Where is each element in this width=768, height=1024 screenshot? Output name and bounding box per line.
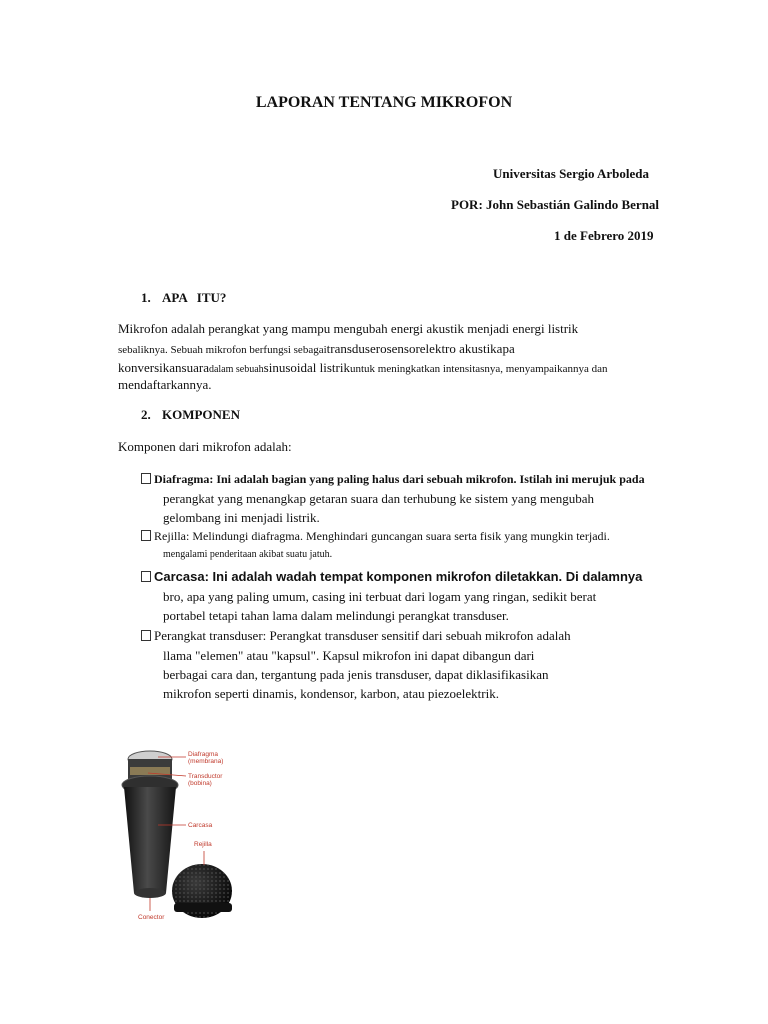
list-item-cont: llama "elemen" atau "kapsul". Kapsul mikrofon ini dapat dibangun dari (163, 648, 535, 663)
label-bobina: (bobina) (188, 780, 212, 787)
section2-intro: Komponen dari mikrofon adalah: (118, 439, 292, 454)
label-conector: Conector (138, 914, 165, 921)
label-diafragma: Diafragma (188, 751, 218, 758)
section1-number: 1. (141, 290, 151, 305)
author-line: POR: John Sebastián Galindo Bernal (451, 197, 660, 212)
university-line: Universitas Sergio Arboleda (493, 166, 649, 181)
list-item-lead: Perangkat transduser: Perangkat transduser sensitif dari sebuah mikrofon adalah (154, 628, 571, 643)
microphone-diagram (118, 743, 258, 923)
list-item-cont: berbagai cara dan, tergantung pada jenis transduser, dapat diklasifikasikan (163, 667, 549, 682)
section2-number: 2. (141, 407, 151, 422)
list-item-transduser (141, 628, 571, 644)
list-item-cont: bro, apa yang paling umum, casing ini terbuat dari logam yang ringan, sedikit berat (163, 589, 597, 604)
coil-band (130, 767, 170, 775)
list-item-diafragma (141, 472, 645, 487)
date-line: 1 de Febrero 2019 (554, 228, 654, 243)
bullet-box-icon (141, 571, 151, 582)
list-item-lead: Diafragma: Ini adalah bagian yang paling halus dari sebuah mikrofon. Istilah ini merujuk pada (154, 472, 645, 486)
section1-line2 (118, 340, 515, 358)
list-item-carcasa (141, 569, 642, 584)
section1-line1: Mikrofon adalah perangkat yang mampu mengubah energi akustik menjadi energi listrik (118, 321, 579, 336)
list-item-rejilla (141, 529, 610, 544)
list-item-cont: mikrofon seperti dinamis, kondensor, karbon, atau piezoelektrik. (163, 686, 499, 701)
section1-line3d: untuk meningkatkan intensitasnya, menyampaikannya dan (349, 363, 608, 375)
mic-body (124, 787, 176, 897)
list-item-cont: portabel tetapi tahan lama dalam melindungi perangkat transduser. (163, 608, 509, 623)
label-transductor: Transductor (188, 773, 223, 780)
grille-base (174, 903, 232, 912)
bullet-box-icon (141, 630, 151, 641)
list-item-cont: gelombang ini menjadi listrik. (163, 510, 320, 525)
section1-line2a: sebaliknya. Sebuah mikrofon berfungsi sebagai (118, 344, 327, 356)
section1-line2b: transduserosensorelektro akustikapa (326, 341, 515, 356)
list-item-lead: Rejilla: Melindungi diafragma. Menghindari guncangan suara serta fisik yang mungkin terjadi. (154, 529, 610, 543)
connector-end (134, 888, 166, 898)
section1-line3b: dalam sebuah (208, 364, 264, 375)
list-item-lead: Carcasa: Ini adalah wadah tempat komponen mikrofon diletakkan. Di dalamnya (154, 569, 643, 584)
section1-line3a: konversikansuara (118, 360, 209, 375)
list-item-cont: perangkat yang menangkap getaran suara dan terhubung ke sistem yang mengubah (163, 491, 595, 506)
section2-heading: KOMPONEN (162, 407, 240, 422)
bullet-box-icon (141, 473, 151, 484)
bullet-box-icon (141, 530, 151, 541)
list-item-cont: mengalami penderitaan akibat suatu jatuh. (163, 549, 333, 560)
section1-heading: APA ITU? (162, 290, 227, 305)
label-rejilla: Rejilla (194, 841, 212, 848)
section1-line3 (118, 359, 608, 377)
page-title: LAPORAN TENTANG MIKROFON (255, 94, 513, 111)
label-membrana: (membrana) (188, 758, 224, 765)
section1-line4: mendaftarkannya. (118, 377, 212, 392)
section1-line3c: sinusoidal listrik (263, 360, 350, 375)
label-carcasa: Carcasa (188, 822, 213, 829)
